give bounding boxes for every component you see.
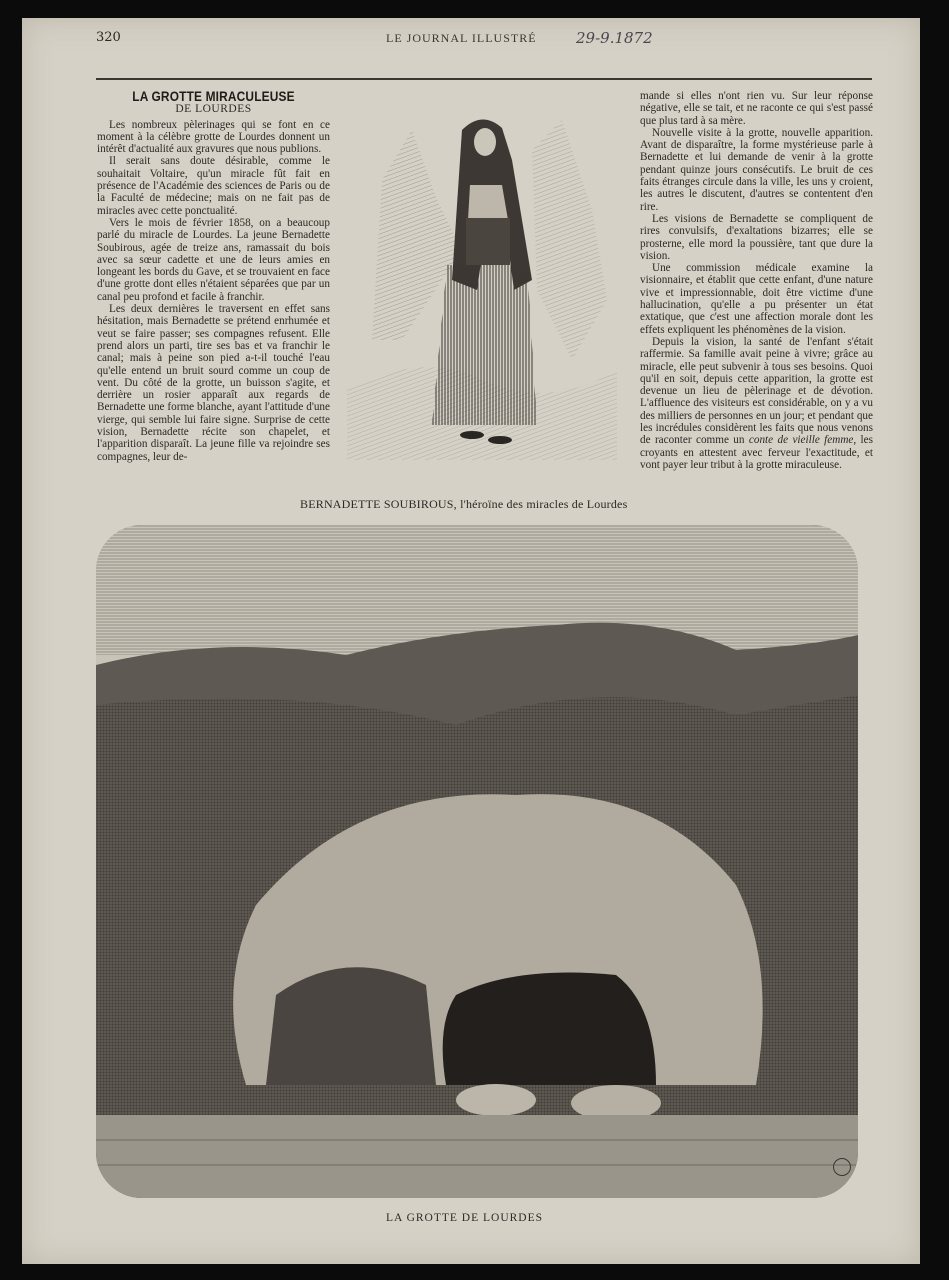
masthead: LE JOURNAL ILLUSTRÉ: [386, 31, 537, 45]
paragraph: Les nombreux pèlerinages qui se font en ce moment à la célèbre grotte de Lourdes donnent un intérêt d'actualité aux gravures que nous publions.: [97, 118, 330, 156]
paragraph: Une commission médicale examine la visionnaire, et établit que cette enfant, d'une nature vive et impressionnable, doit être victime d'une hallucination, qu'elle a pu présenter un état extatique, que c'est une affection morale dont les effets expliquent les phénomènes de la vision.: [640, 262, 873, 336]
paragraph: mande si elles n'ont rien vu. Sur leur réponse négative, elle se tait, et ne raconte ce qui s'est passé que plus tard à sa mère.: [640, 90, 873, 127]
portrait-caption: BERNADETTE SOUBIROUS, l'héroïne des miracles de Lourdes: [300, 497, 628, 511]
handwritten-date: 29-9.1872: [576, 29, 653, 47]
article-title: LA GROTTE MIRACULEUSE: [132, 88, 295, 104]
grotto-caption: LA GROTTE DE LOURDES: [386, 1212, 544, 1224]
paragraph-final: Depuis la vision, la santé de l'enfant s'était raffermie. Sa famille avait peine à vivre; grâce au miracle, elle peut subvenir à tous ses besoins. Quoi qu'il en soit, depuis cette apparition, la grotte est devenue un lieu de pèlerinage et de dévotion. L'affluence des visiteurs est considérable, on y a vu des milliers de personnes en un jour; et pendant que les incrédules considèrent les faits que nous venons de raconter comme un conte de vieille femme, les croyants en attestent avec ferveur l'exactitude, et vont payer leur tribut à la grotte miraculeuse.: [640, 335, 873, 471]
page-number: 320: [96, 30, 121, 45]
paragraph: Il serait sans doute désirable, comme le souhaitait Voltaire, qu'un miracle fût fait en présence de l'Académie des sciences de Paris ou de la Faculté de médecine; mais on ne fait pas de miracles avec cette ponctualité.: [97, 155, 330, 217]
paragraph: Nouvelle visite à la grotte, nouvelle apparition. Avant de disparaître, la forme mystérieuse parle à Bernadette et lui demande de venir à la grotte pendant quinze jours consécutifs. Le bruit de ces faits étranges circule dans la ville, les uns y croient, les autres le discutent, d'autres se contentent d'en rire.: [640, 126, 873, 213]
figure-portrait-icon: [342, 90, 624, 480]
page-header: [96, 30, 871, 52]
grotto-engraving: [96, 525, 858, 1198]
italic-phrase: conte de vieille femme: [748, 434, 854, 447]
article-subtitle: DE LOURDES: [175, 103, 252, 116]
figure-grotto-icon: [96, 525, 858, 1198]
paragraph: Vers le mois de février 1858, on a beaucoup parlé du miracle de Lourdes. La jeune Bernadette Soubirous, agée de treize ans, ramassait du bois avec sa sœur cadette et une de leurs amies en longeant les bords du Gave, et se trouvaient en face d'une grotte dont elles n'étaient séparées que par un canal peu profond et facile à franchir.: [97, 216, 330, 303]
header-rule: [96, 78, 872, 80]
library-stamp: [833, 1158, 851, 1176]
paragraph: Les deux dernières le traversent en effet sans hésitation, mais Bernadette se prétend enrhumée et veut se faire passer; ses compagnes refusent. Elle prend alors un parti, tire ses bas et va franchir le canal; mais à peine son pied a-t-il touché l'eau qu'elle entend un bruit sourd comme un coup de vent. Du côté de la grotte, un buisson s'agite, et derrière un rosier apparaît aux regards de Bernadette une forme blanche, ayant l'attitude d'une vierge, qui semble lui faire signe. Surprise de cette vision, Bernadette récite son chapelet, et l'apparition disparaît. La jeune fille va rejoindre ses compagnes, leur de-: [97, 303, 330, 463]
article-left-column: [97, 90, 330, 463]
paragraph: Les visions de Bernadette se compliquent de rires convulsifs, d'exaltations bizarres; elle se prosterne, elle mord la poussière, tant que dure la vision.: [640, 212, 873, 262]
article-right-column: [640, 90, 873, 471]
portrait-engraving-bernadette: [342, 90, 624, 480]
